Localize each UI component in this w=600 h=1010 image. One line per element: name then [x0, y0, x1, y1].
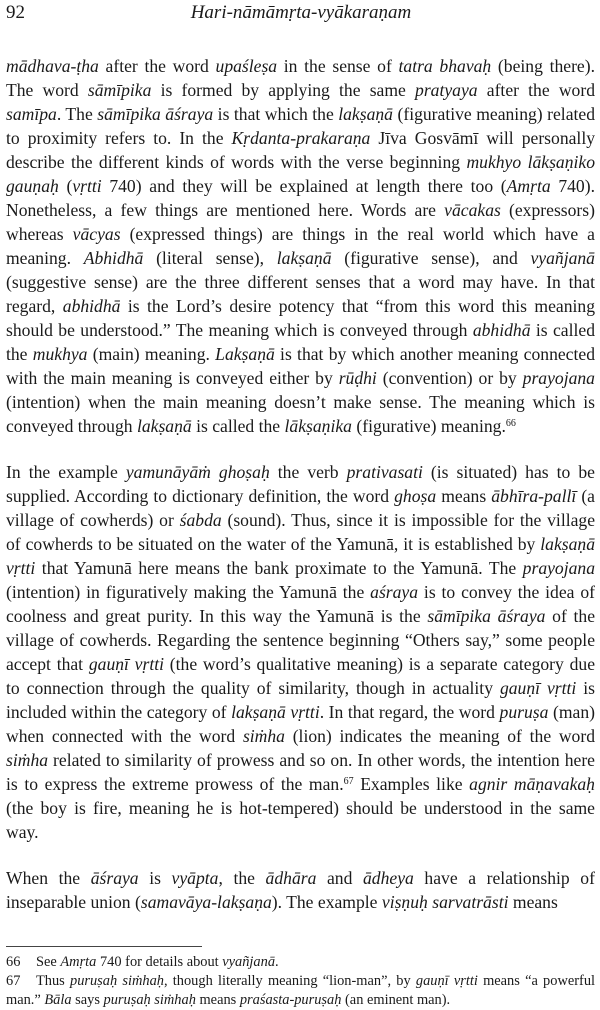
running-title: Hari-nāmāmṛta-vyākaraṇam [190, 2, 412, 23]
italic-term: samīpa [6, 104, 57, 124]
italic-term: gauṇī vṛtti [499, 678, 577, 698]
italic-term: vyañjanā [222, 954, 276, 970]
italic-term: prayojana [522, 558, 595, 578]
italic-term: siṁha [242, 726, 285, 746]
italic-term: lakṣaṇā vṛtti [231, 702, 320, 722]
italic-term: viṣṇuḥ sarvatrāsti [381, 892, 509, 912]
italic-term: aśraya [370, 582, 419, 602]
footnote-number: 67 [6, 973, 21, 989]
italic-term: lākṣaṇika [284, 416, 352, 436]
italic-term: mukhyo lākṣaṇiko gauṇaḥ [6, 152, 595, 196]
italic-term: vṛtti [72, 176, 102, 196]
paragraph: In the example yamunāyāṁ ghoṣaḥ the verb prativasati (is situated) has to be supplied. According to dictionary definition, the word ghoṣa means ābhīra-pallī (a village of cowherds) or śabda (sound). Thus, since it is impossible for the village of cowherds to be situated on the water of the Yamunā, it is established by lakṣaṇā vṛtti that Yamunā here means the bank proximate to the Yamunā. The prayojana (intention) in figuratively making the Yamunā the aśraya is to convey the idea of coolness and great purity. In this way the Yamunā is the sāmīpika āśraya of the village of cowherds. Regarding the sentence beginning “Others say,” some people accept that gauṇī vṛtti (the word’s qualitative meaning) is a separate category due to connection through the quality of similarity, though in actuality gauṇī vṛtti is included within the category of lakṣaṇā vṛtti. In that regard, the word puruṣa (man) when connected with the word siṁha (lion) indicates the meaning of the word siṁha related to similarity of prowess and so on. In other words, the intention here is to express the extreme prowess of the man.$^{67}$ Examples like agnir māṇavakaḥ (the boy is fire, meaning he is hot-tempered) should be understood in the same way. [6, 462, 596, 842]
italic-term: mukhya [32, 344, 88, 364]
italic-term: tatra bhavaḥ [398, 56, 492, 76]
italic-term: ābhīra-pallī [491, 486, 577, 506]
italic-term: samavāya-lakṣaṇa [140, 892, 272, 912]
body-text [6, 54, 595, 936]
italic-term: puruṣa [499, 702, 549, 722]
footnote-marker: 67 [343, 776, 354, 787]
paragraph: When the āśraya is vyāpta, the ādhāra and ādheya have a relationship of inseparable union (samavāya-lakṣaṇa). The example viṣṇuḥ sarvatrāsti means [6, 868, 595, 912]
paragraph: mādhava-ṭha after the word upaśleṣa in the sense of tatra bhavaḥ (being there). The word sāmīpika is formed by applying the same pratyaya after the word samīpa. The sāmīpika āśraya is that which the lakṣaṇā (figurative meaning) related to proximity refers to. In the Kṛdanta-prakaraṇa Jīva Gosvāmī will personally describe the different kinds of words with the verse beginning mukhyo lākṣaṇiko gauṇaḥ (vṛtti 740) and they will be explained at length there too (Amṛta 740). Nonetheless, a few things are mentioned here. Words are vācakas (expressors) whereas vācyas (expressed things) are things in the real world which have a meaning. Abhidhā (literal sense), lakṣaṇā (figurative sense), and vyañjanā (suggestive sense) are the three different senses that a word may have. In that regard, abhidhā is the Lord’s desire potency that “from this word this meaning should be understood.” The meaning which is conveyed through abhidhā is called the mukhya (main) meaning. Lakṣaṇā is that by which another meaning connected with the main meaning is conveyed either by rūḍhi (convention) or by prayojana (intention) when the main meaning doesn’t make sense. The meaning which is conveyed through lakṣaṇā is called the lākṣaṇika (figurative) meaning.$^{66}$ [6, 56, 596, 436]
italic-term: ādhāra [265, 868, 317, 888]
italic-term: Kṛdanta-prakaraṇa [231, 128, 371, 148]
page-number: 92 [6, 2, 25, 23]
footnote-marker: 66 [505, 418, 516, 429]
italic-term: upaśleṣa [215, 56, 278, 76]
italic-term: Abhidhā [83, 248, 144, 268]
italic-term: gauṇī vṛtti [415, 973, 478, 989]
italic-term: Amṛta [60, 954, 97, 970]
footnote [6, 972, 595, 1010]
italic-term: pratyaya [415, 80, 478, 100]
italic-term: sāmīpika āśraya [97, 104, 214, 124]
page-header [6, 0, 596, 30]
italic-term: abhidhā [472, 320, 531, 340]
italic-term: ghoṣa [394, 486, 437, 506]
footnote [6, 953, 595, 972]
italic-term: rūḍhi [338, 368, 377, 388]
italic-term: lakṣaṇā [136, 416, 192, 436]
italic-term: āśraya [90, 868, 139, 888]
footnote-rule [6, 946, 202, 947]
italic-term: vācyas [72, 224, 121, 244]
italic-term: śabda [179, 510, 222, 530]
italic-term: sāmīpika [87, 80, 152, 100]
italic-term: agnir māṇavakaḥ [469, 774, 595, 794]
italic-term: yamunāyāṁ ghoṣaḥ [125, 462, 270, 482]
italic-term: puruṣaḥ siṁhaḥ [103, 992, 196, 1008]
italic-term: vyañjanā [530, 248, 595, 268]
italic-term: Lakṣaṇā [215, 344, 275, 364]
footnote-text: See Amṛta 740 for details about vyañjanā. [36, 954, 279, 970]
italic-term: puruṣaḥ siṁhaḥ [70, 973, 164, 989]
italic-term: sāmīpika āśraya [427, 606, 546, 626]
italic-term: mādhava-ṭha [6, 56, 99, 76]
italic-term: Amṛta [506, 176, 551, 196]
italic-term: lakṣaṇā [338, 104, 393, 124]
footnotes [6, 946, 595, 1010]
italic-term: Bāla [44, 992, 72, 1008]
italic-term: abhidhā [62, 296, 121, 316]
italic-term: gauṇī vṛtti [88, 654, 165, 674]
italic-term: lakṣaṇā vṛtti [6, 534, 595, 578]
italic-term: prativasati [346, 462, 423, 482]
footnote-number: 66 [6, 954, 21, 970]
italic-term: lakṣaṇā [276, 248, 332, 268]
footnote-text: Thus puruṣaḥ siṁhaḥ, though literally meaning “lion-man”, by gauṇī vṛtti means “a powerful man.” Bāla says puruṣaḥ siṁhaḥ means praśasta-puruṣaḥ (an eminent man). [6, 973, 596, 1008]
italic-term: vācakas [444, 200, 501, 220]
italic-term: praśasta-puruṣaḥ [239, 992, 342, 1008]
italic-term: ādheya [363, 868, 414, 888]
italic-term: siṁha [6, 750, 49, 770]
italic-term: prayojana [522, 368, 595, 388]
italic-term: vyāpta [171, 868, 219, 888]
